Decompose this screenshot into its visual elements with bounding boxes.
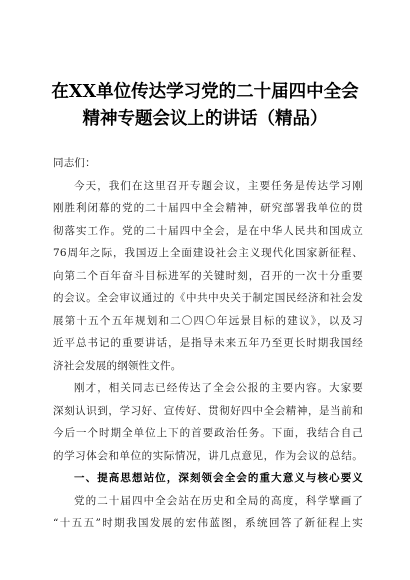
body-line: 刚胜利闭幕的党的二十届四中全会精神，研究部署我单位的贯 — [53, 202, 363, 214]
title-line-1: 在XX单位传达学习党的二十届四中全会 — [51, 82, 359, 102]
body-line: 向第二个百年奋斗目标进军的关键时刻，召开的一次十分重要 — [53, 269, 363, 282]
document-body — [53, 152, 363, 535]
title-line-2: 精神专题会议上的讲话（精品） — [82, 109, 328, 129]
body-line: 今天，我们在这里召开专题会议，主要任务是传达学习刚 — [74, 179, 363, 192]
body-line: “十五五”时期我国发展的宏伟蓝图，系统回答了新征程上实 — [53, 517, 363, 529]
body-line: 展第十五个五年规划和二〇四〇年远景目标的建议》，以及习 — [53, 314, 363, 327]
body-line: 的学习体会和单位的实际情况，讲几点意见，作为会议的总结。 — [53, 449, 363, 462]
body-line: 近平总书记的重要讲话，是指导未来五年乃至更长时期我国经 — [53, 337, 363, 349]
body-line: 的会议。全会审议通过的《中共中央关于制定国民经济和社会发 — [53, 292, 363, 304]
body-line: 今后一个时期全单位上下的首要政治任务。下面，我结合自己 — [53, 427, 363, 439]
section-heading: 一、提高思想站位，深刻领会全会的重大意义与核心要义 — [74, 472, 363, 484]
body-line: 济社会发展的纲领性文件。 — [53, 359, 182, 372]
body-line: 76周年之际，我国迈上全面建设社会主义现代化国家新征程、 — [53, 247, 363, 259]
document-title — [20, 79, 390, 133]
salutation: 同志们： — [53, 157, 96, 169]
body-line: 刚才，相关同志已经传达了全会公报的主要内容。大家要 — [74, 382, 363, 394]
body-line: 党的二十届四中全会站在历史和全局的高度，科学擘画了 — [74, 494, 363, 507]
body-line: 彻落实工作。党的二十届四中全会，是在中华人民共和国成立 — [53, 224, 363, 237]
body-line: 深刻认识到，学习好、宣传好、贯彻好四中全会精神，是当前和 — [53, 404, 363, 417]
